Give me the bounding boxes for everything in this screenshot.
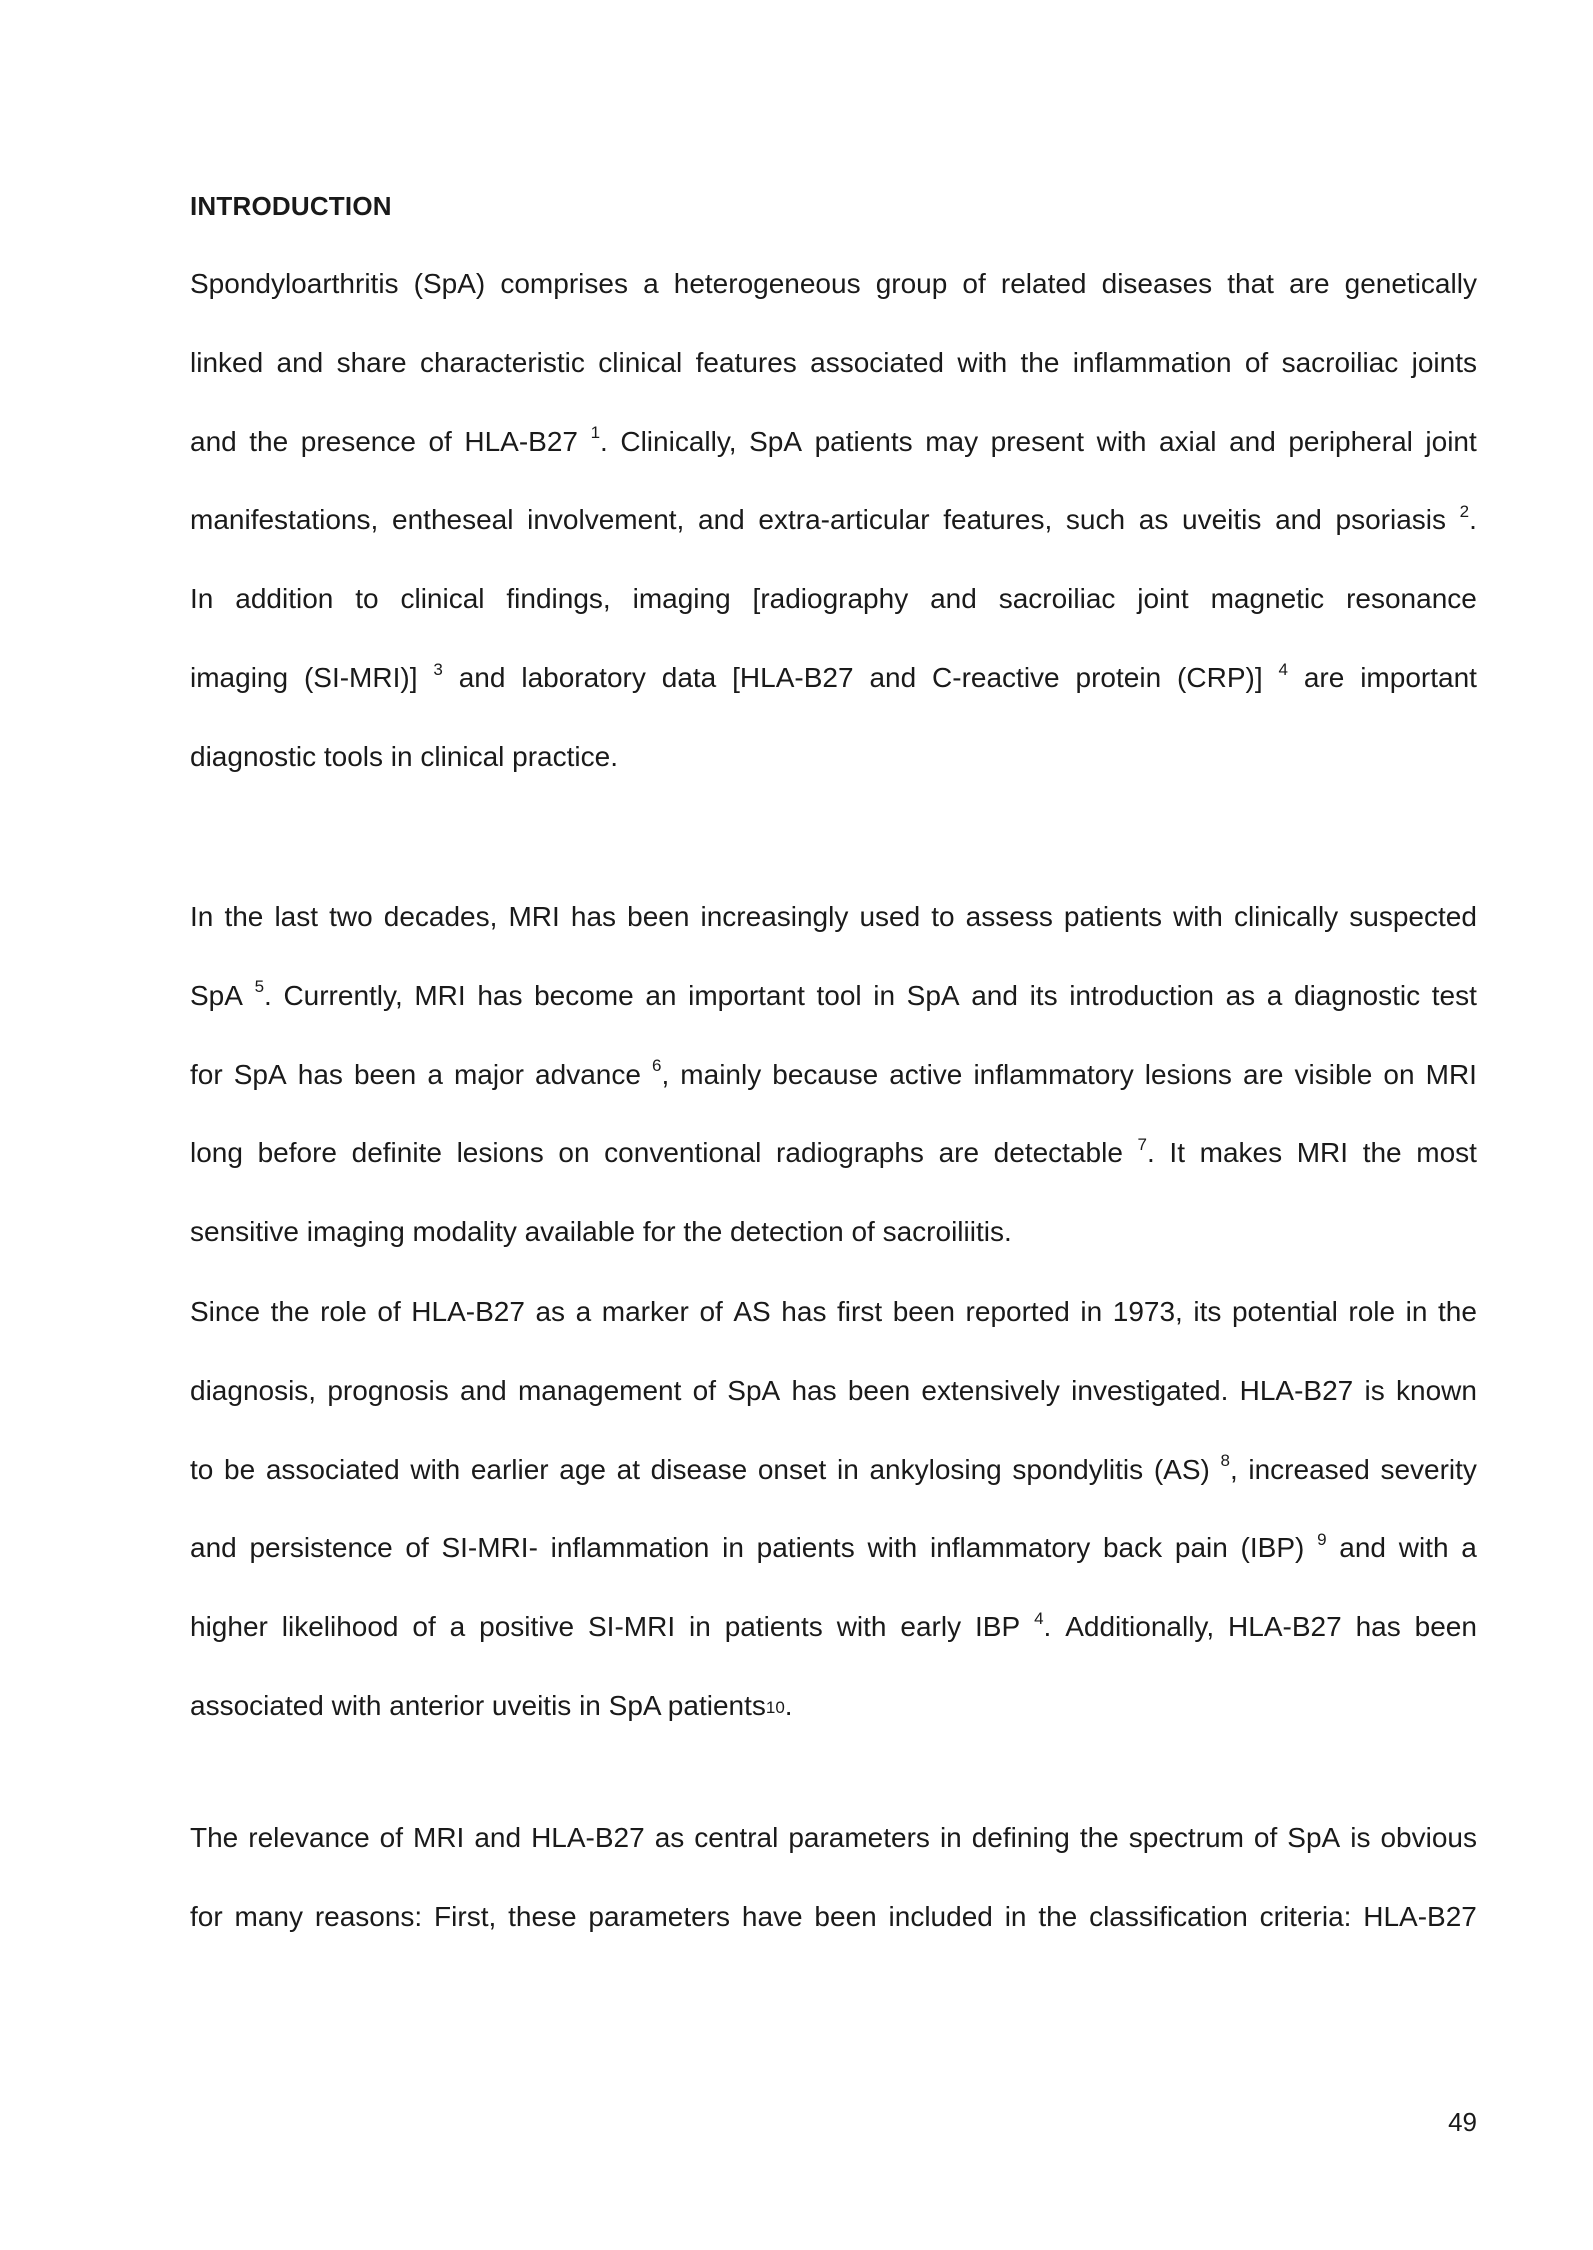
paragraph-1-line: In addition to clinical findings, imaging [radiography and sacroiliac joint magnetic resonance bbox=[190, 583, 1477, 615]
section-heading: INTRODUCTION bbox=[190, 191, 392, 221]
paragraph-3-line: diagnosis, prognosis and management of SpA has been extensively investigated. HLA-B27 is known bbox=[190, 1374, 1477, 1406]
paragraph-1-line: diagnostic tools in clinical practice. bbox=[190, 740, 618, 772]
paragraph-3-line: to be associated with earlier age at disease onset in ankylosing spondylitis (AS) $^8$, increased severity bbox=[190, 1451, 1477, 1485]
paragraph-3-line: Since the role of HLA-B27 as a marker of AS has first been reported in 1973, its potential role in the bbox=[190, 1296, 1477, 1327]
citation-superscript: 2 bbox=[1459, 502, 1470, 522]
citation-superscript: 8 bbox=[1220, 1451, 1230, 1471]
citation-superscript: 4 bbox=[1278, 659, 1288, 679]
paragraph-3-line: associated with anterior uveitis in SpA patients $^{10}$ . bbox=[190, 1690, 793, 1721]
paragraph-2-line: for SpA has been a major advance $^6$, mainly because active inflammatory lesions are visible on MRI bbox=[190, 1056, 1477, 1090]
paragraph-1-line: Spondyloarthritis (SpA) comprises a heterogeneous group of related diseases that are genetically bbox=[190, 268, 1477, 299]
paragraph-4-line: The relevance of MRI and HLA-B27 as central parameters in defining the spectrum of SpA is obvious bbox=[190, 1822, 1477, 1853]
paragraph-2-line: In the last two decades, MRI has been increasingly used to assess patients with clinically suspected bbox=[190, 901, 1477, 932]
page-number: 49 bbox=[1448, 2107, 1477, 2137]
citation-superscript: 3 bbox=[433, 659, 443, 679]
citation-superscript: 5 bbox=[254, 977, 265, 997]
citation-superscript: 9 bbox=[1317, 1530, 1327, 1550]
paragraph-1-line: and the presence of HLA-B27 $^1$. Clinically, SpA patients may present with axial and peripheral joint bbox=[190, 423, 1477, 457]
citation-superscript: 1 bbox=[590, 423, 601, 443]
paragraph-1-line: manifestations, entheseal involvement, and extra-articular features, such as uveitis and psoriasis $^2$. bbox=[190, 502, 1477, 536]
paragraph-2-line: SpA $^5$. Currently, MRI has become an important tool in SpA and its introduction as a diagnostic test bbox=[190, 977, 1477, 1011]
citation-superscript: 7 bbox=[1137, 1135, 1147, 1155]
paragraph-2-line: long before definite lesions on conventional radiographs are detectable $^7$. It makes MRI the most bbox=[190, 1135, 1477, 1169]
paragraph-4-line: for many reasons: First, these parameters have been included in the classification criteria: HLA-B27 bbox=[190, 1900, 1477, 1932]
paragraph-2-line: sensitive imaging modality available for the detection of sacroiliitis. bbox=[190, 1216, 1012, 1248]
paragraph-1-line: imaging (SI-MRI)] $^3$ and laboratory data [HLA-B27 and C-reactive protein (CRP)] $^4$ are important bbox=[190, 659, 1477, 693]
paragraph-3-line: higher likelihood of a positive SI-MRI in patients with early IBP $^4$. Additionally, HLA-B27 has been bbox=[190, 1608, 1477, 1643]
paragraph-3-line: and persistence of SI-MRI- inflammation in patients with inflammatory back pain (IBP) $^9$ and with a bbox=[190, 1530, 1477, 1564]
paragraph-1-line: linked and share characteristic clinical features associated with the inflammation of sacroiliac joints bbox=[190, 346, 1477, 378]
citation-superscript: 4 bbox=[1034, 1608, 1044, 1628]
citation-superscript: 6 bbox=[651, 1056, 662, 1076]
